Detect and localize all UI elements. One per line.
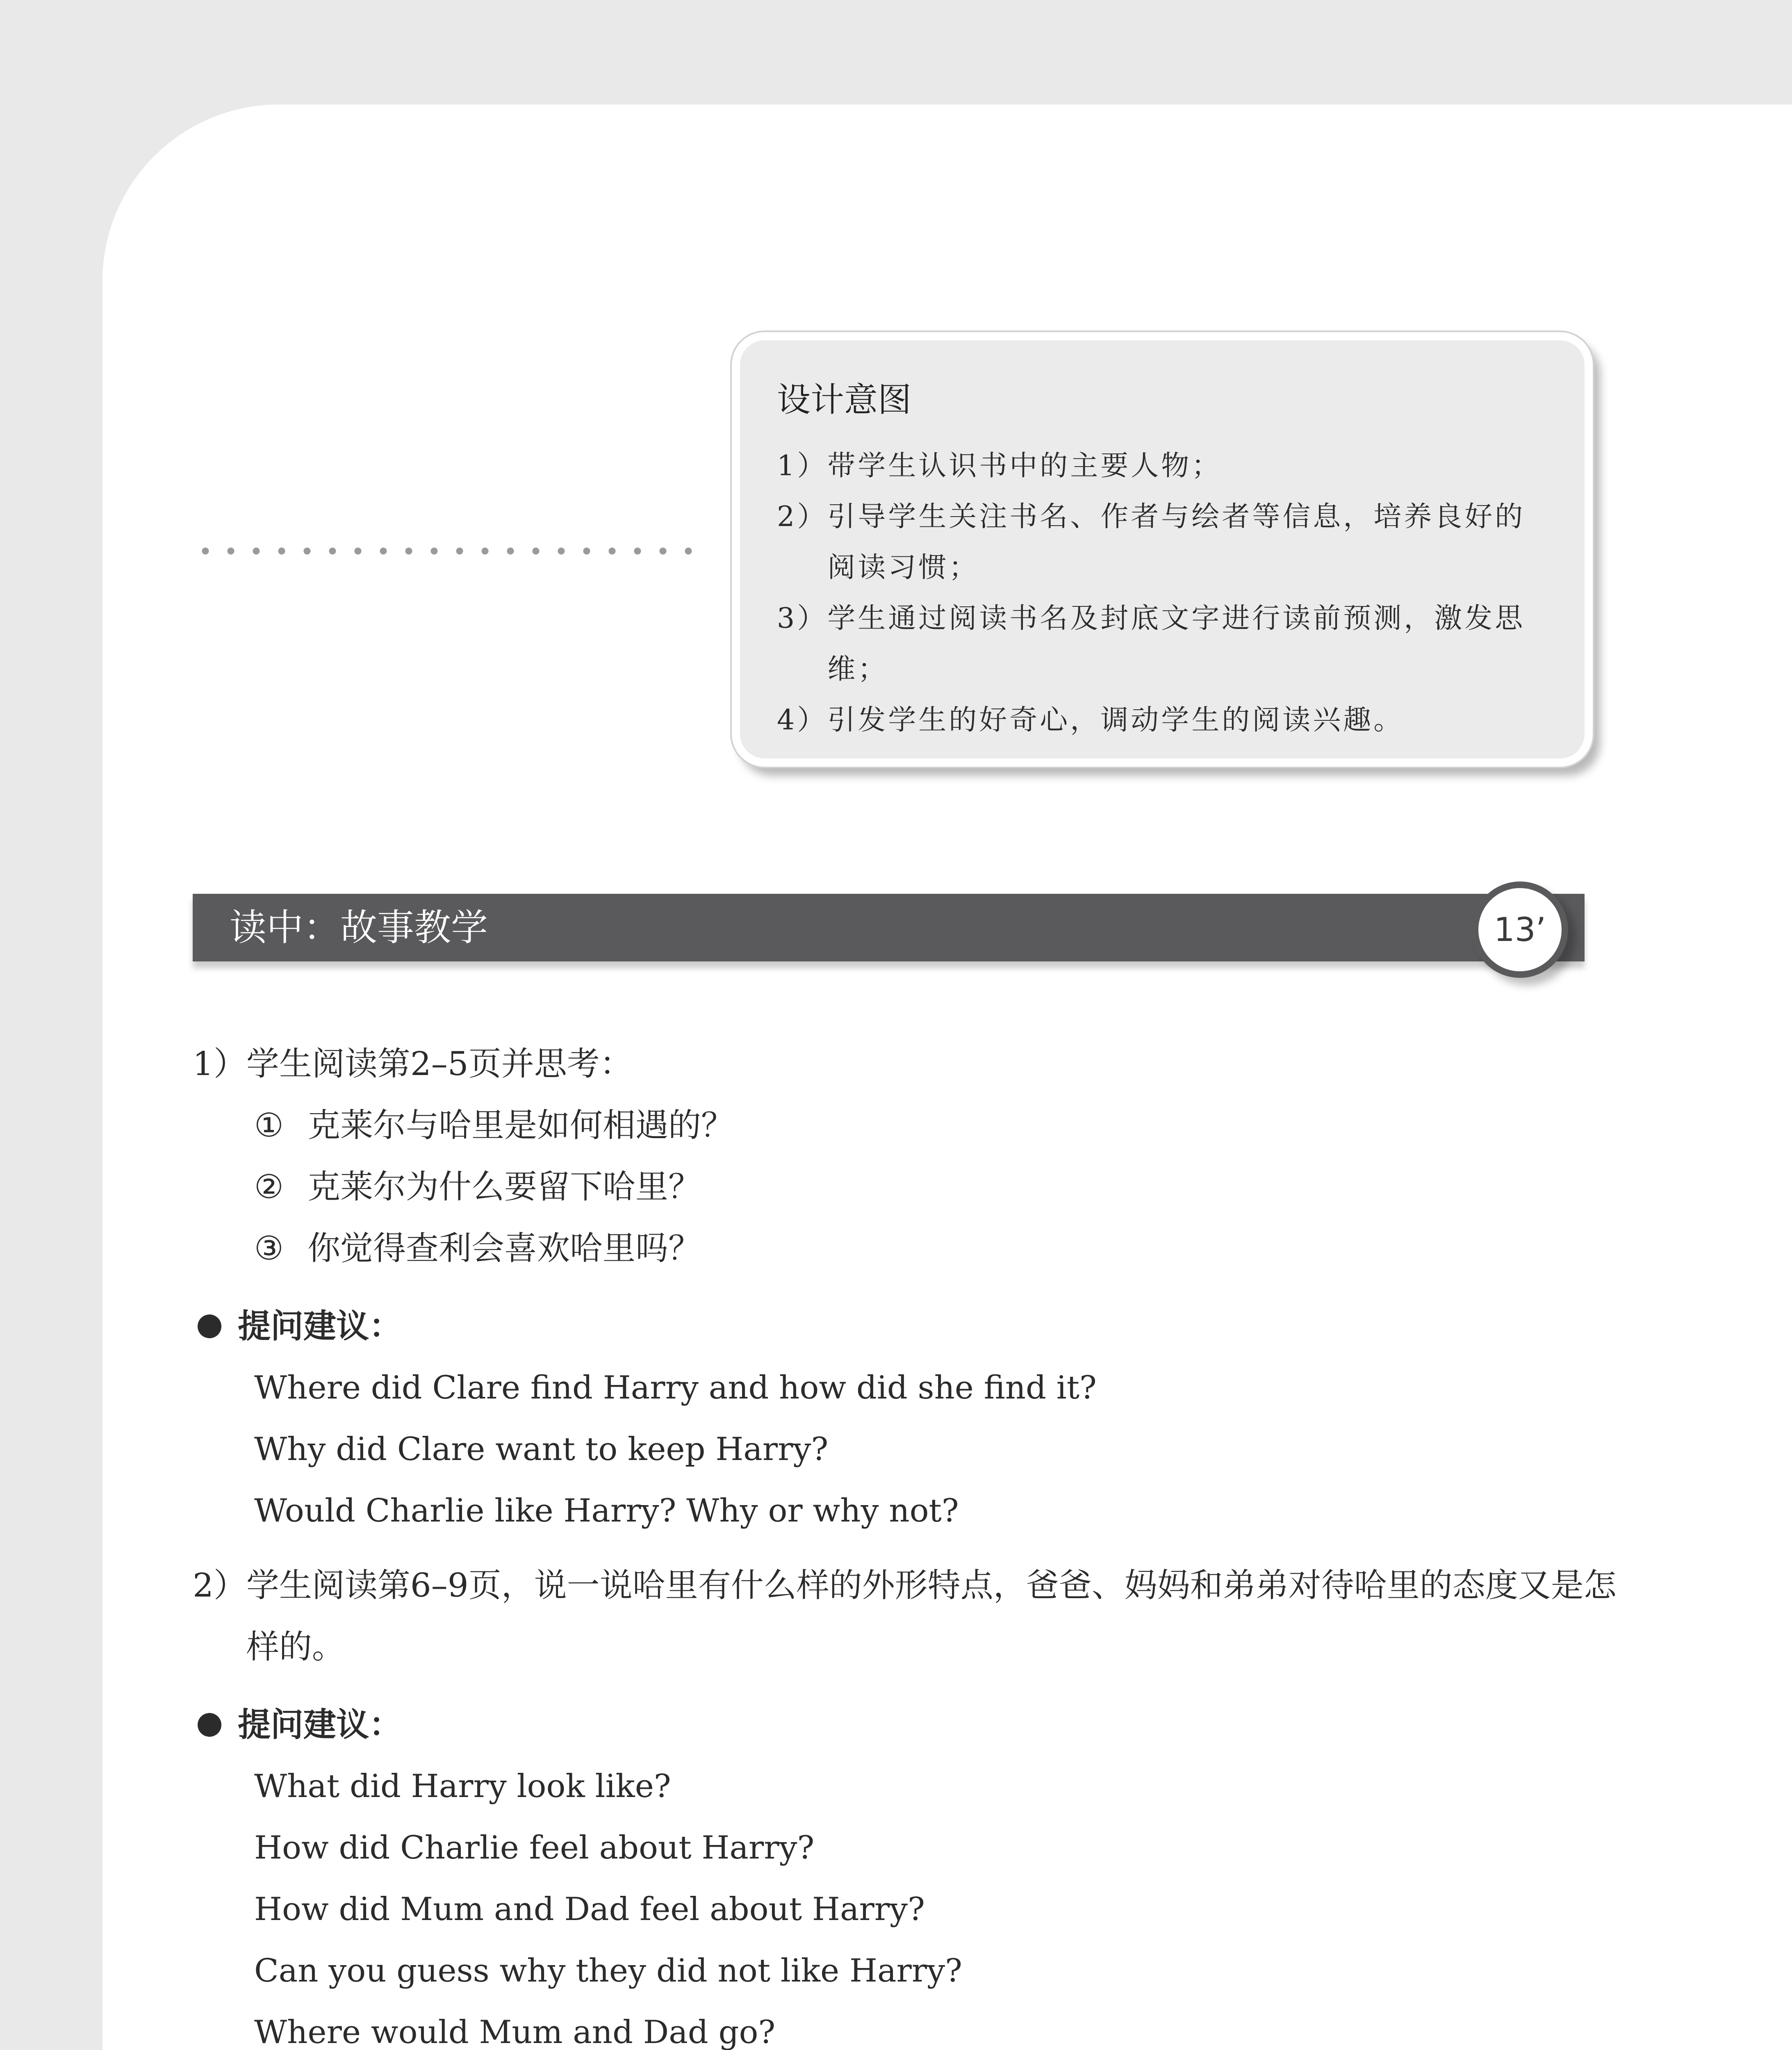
design-intent-item [777,492,1552,593]
design-item-number: 4） [777,704,828,736]
suggested-question: How did Mum and Dad feel about Harry? [254,1891,925,1928]
design-item-number: 2） [777,501,828,533]
design-item-text: 引导学生关注书名、作者与绘者等信息，培养良好的阅读习惯； [827,501,1526,584]
suggested-question: Would Charlie like Harry? Why or why not? [254,1492,959,1529]
suggested-question: Why did Clare want to keep Harry? [254,1431,829,1468]
design-item-number: 1） [777,450,828,482]
sub-question-text: 克莱尔为什么要留下哈里？ [307,1168,701,1206]
bullet-icon [198,1314,221,1338]
item-number: 2） [193,1566,246,1604]
section-title: 读中：故事教学 [230,906,488,949]
numbered-item [193,1555,1619,1678]
item-number: 1） [193,1045,246,1083]
circled-number: ② [254,1168,284,1206]
suggestion-label: 提问建议： [238,1307,402,1345]
item-text: 学生阅读第6–9页，说一说哈里有什么样的外形特点，爸爸、妈妈和弟弟对待哈里的态度又是怎样的。 [246,1566,1617,1666]
suggested-question: Can you guess why they did not like Harry? [254,1952,962,1989]
design-intent-item [777,441,1552,492]
suggested-question: What did Harry look like? [254,1768,671,1805]
time-badge: 13’ [1472,882,1568,978]
suggested-question: How did Charlie feel about Harry? [254,1829,815,1866]
design-intent-title: 设计意图 [777,380,912,419]
design-intent-item [777,593,1552,695]
dotted-leader [193,547,701,555]
suggested-question: Where did Clare find Harry and how did she find it? [254,1369,1097,1406]
design-item-text: 引发学生的好奇心，调动学生的阅读兴趣。 [827,704,1404,736]
suggestion-label: 提问建议： [238,1706,402,1744]
bullet-icon [198,1713,221,1737]
sub-question-text: 克莱尔与哈里是如何相遇的？ [307,1106,734,1144]
sub-question [254,1095,1619,1156]
circled-number: ③ [254,1229,284,1267]
sub-question-text: 你觉得查利会喜欢哈里吗？ [307,1229,701,1267]
sub-question [254,1218,1619,1279]
design-item-number: 3） [777,602,828,635]
item-text: 学生阅读第2–5页并思考： [246,1045,633,1083]
circled-number: ① [254,1106,284,1144]
numbered-item [193,1033,1619,1095]
suggested-question: Where would Mum and Dad go? [254,2014,776,2050]
suggestion-heading [193,1296,1619,1357]
sub-question [254,1156,1619,1218]
design-intent-item [777,695,1552,746]
design-intent-box [732,332,1593,767]
section-header-bar [193,894,1585,961]
lesson-content [193,1033,1619,2050]
design-item-text: 带学生认识书中的主要人物； [827,450,1222,482]
suggestion-heading [193,1694,1619,1756]
design-item-text: 学生通过阅读书名及封底文字进行读前预测，激发思维； [827,602,1526,686]
